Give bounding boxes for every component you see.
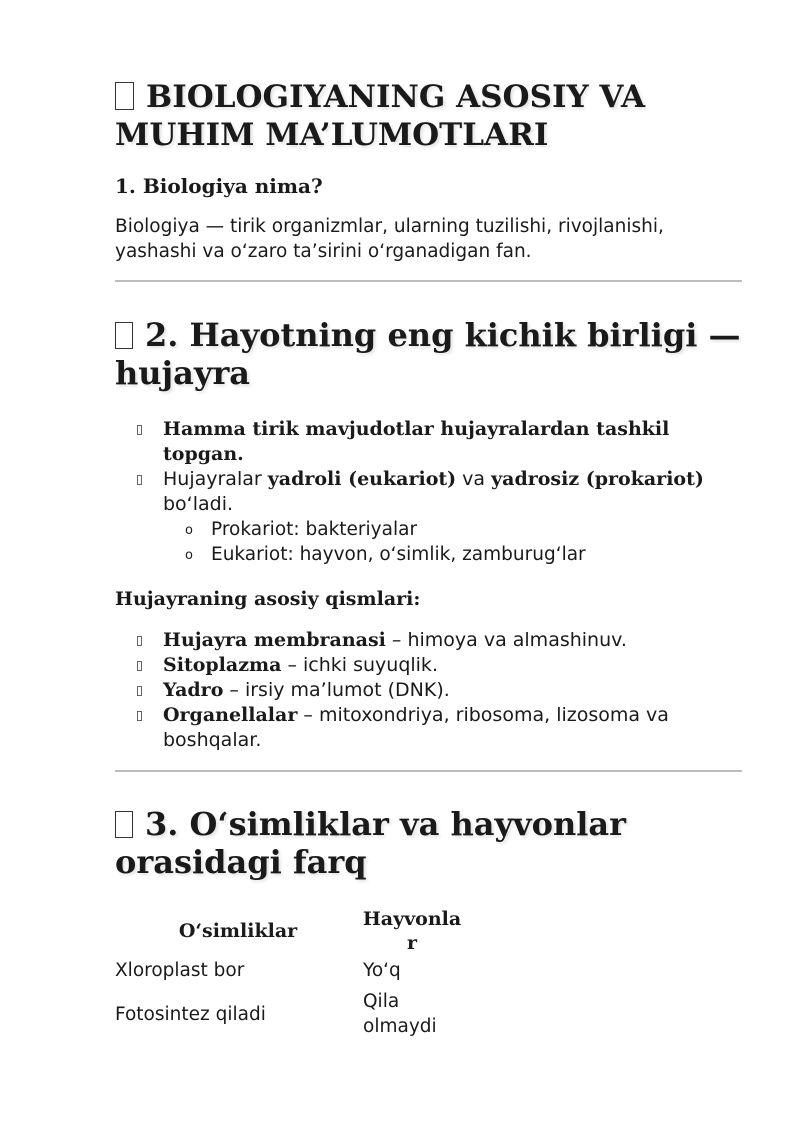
list-item-text: va: [456, 468, 492, 490]
document-content: [115, 78, 745, 1042]
cell-facts-list: [115, 417, 745, 567]
sub-list-item-text: Eukariot: hayvon, o‘simlik, zamburug‘lar: [211, 544, 586, 565]
sub-list-item: [163, 517, 745, 542]
part-desc: – irsiy ma’lumot (DNK).: [223, 679, 450, 701]
list-item-text: Hujayralar: [163, 468, 268, 490]
list-item-text: bo‘ladi.: [163, 493, 234, 515]
bullet-icon: [137, 661, 142, 671]
sub-list: [163, 517, 745, 567]
table-row: [115, 986, 463, 1042]
comparison-table: [115, 907, 463, 1042]
list-item: [115, 467, 745, 567]
section-2-heading: [115, 316, 745, 392]
section-1-text: Biologiya — tirik organizmlar, ularning tuzilishi, rivojlanishi, yashashi va o‘zaro ta’sirini o‘rganadigan fan.: [115, 216, 664, 262]
part-term: Sitoplazma: [163, 654, 282, 676]
sub-bullet-icon: o: [185, 523, 193, 538]
list-item-text: Hamma tirik mavjudotlar hujayralardan tashkil topgan.: [163, 418, 670, 465]
bullet-icon: [137, 475, 142, 485]
document-title-text: BIOLOGIYANING ASOSIY VA MUHIM MA’LUMOTLARI: [115, 79, 646, 153]
sub-list-item: [163, 542, 745, 567]
part-desc: – himoya va almashinuv.: [385, 629, 627, 651]
part-term: Hujayra membranasi: [163, 629, 386, 651]
cell-parts-list: [115, 628, 745, 753]
divider: [115, 280, 742, 282]
part-desc: – ichki suyuqlik.: [281, 654, 438, 676]
part-term: Organellalar: [163, 704, 298, 726]
list-item: [115, 628, 745, 653]
list-item: [115, 653, 745, 678]
bullet-icon: [137, 686, 142, 696]
section-3-heading-text: 3. O‘simliklar va hayvonlar orasidagi farq: [115, 805, 626, 881]
list-item: [115, 417, 745, 467]
part-term: Yadro: [163, 679, 224, 701]
section-2-heading-text: 2. Hayotning eng kichik birligi — hujayra: [115, 316, 741, 392]
table-cell: Yo‘q: [363, 960, 401, 981]
table-cell: Fotosintez qiladi: [115, 1003, 266, 1025]
bullet-icon: [137, 425, 142, 435]
cell-parts-heading: Hujayraning asosiy qismlari:: [115, 588, 421, 610]
section-3-heading: [115, 805, 745, 881]
term-eukariot: yadroli (eukariot): [267, 468, 457, 490]
heading-box-icon: [115, 82, 134, 110]
heading-box-icon: [115, 811, 133, 838]
term-prokariot: yadrosiz (prokariot): [491, 468, 704, 490]
section-1-heading: 1. Biologiya nima?: [115, 174, 323, 198]
table-cell: Xloroplast bor: [115, 960, 245, 981]
part-desc: – mitoxondriya, ribosoma, lizosoma va boshqalar.: [163, 704, 669, 751]
heading-box-icon: [115, 322, 133, 349]
divider: [115, 770, 742, 772]
column-header-plants: O‘simliklar: [178, 920, 298, 942]
column-header-animals: Hayvonlar: [362, 908, 462, 954]
sub-list-item-text: Prokariot: bakteriyalar: [211, 519, 418, 540]
table-row: [115, 955, 463, 986]
sub-bullet-icon: o: [185, 548, 193, 563]
bullet-icon: [137, 711, 142, 721]
table-header-row: [115, 907, 463, 955]
table-cell: Qila olmaydi: [363, 991, 437, 1037]
document-title: [115, 78, 745, 154]
list-item: [115, 703, 745, 753]
bullet-icon: [137, 636, 142, 646]
list-item: [115, 678, 745, 703]
